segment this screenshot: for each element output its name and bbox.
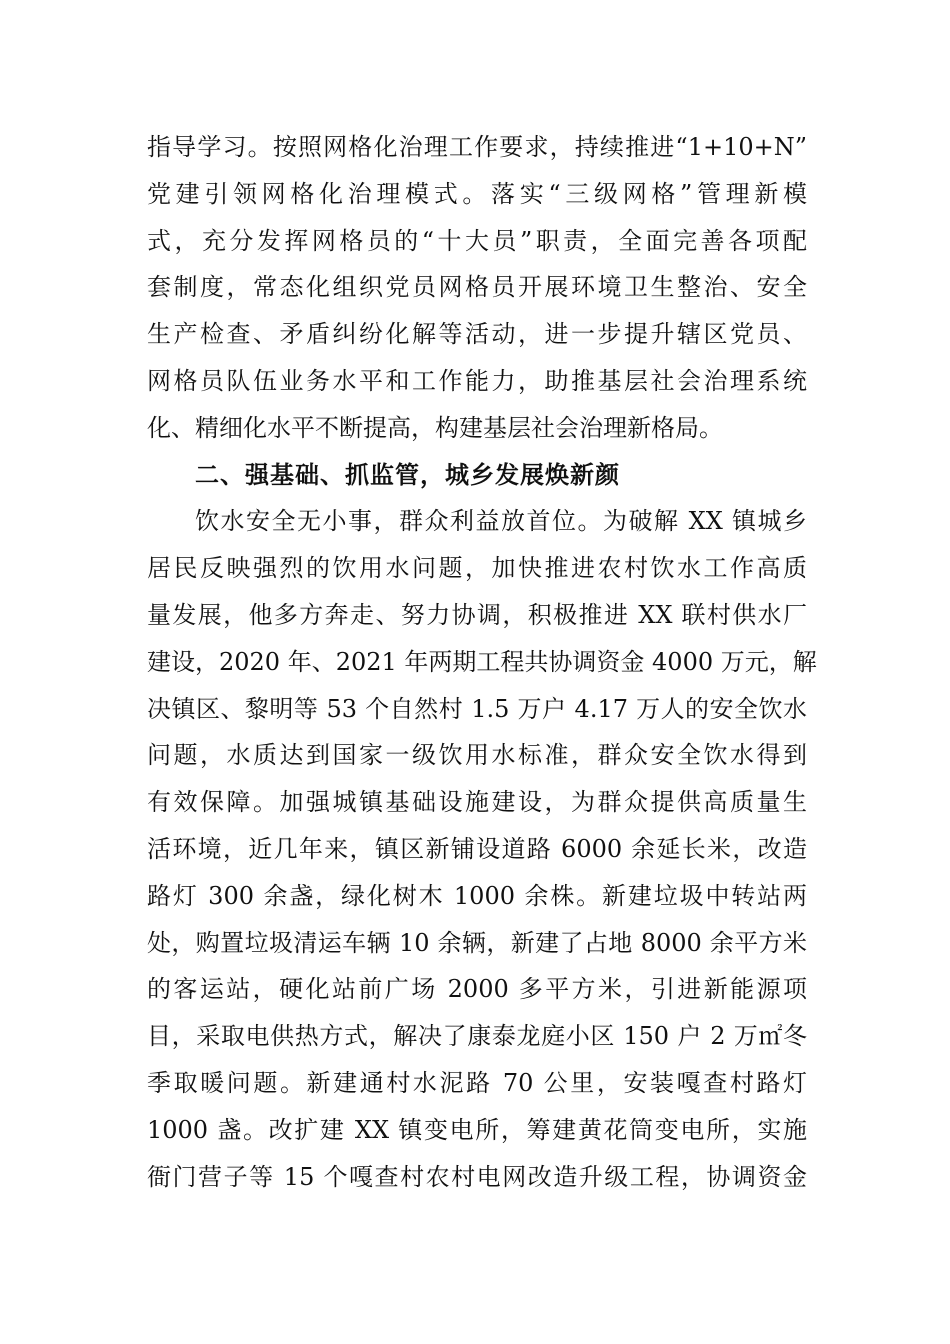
text-line: 量发展，他多方奔走、努力协调，积极推进 XX 联村供水厂 <box>147 600 807 629</box>
text-line: 党建引领网格化治理模式。落实“三级网格”管理新模 <box>147 179 807 208</box>
text-line: 路灯 300 余盏，绿化树木 1000 余株。新建垃圾中转站两 <box>147 881 807 910</box>
text-line: 化、精细化水平不断提高，构建基层社会治理新格局。 <box>147 413 723 442</box>
text-line: 衙门营子等 15 个嘎查村农村电网改造升级工程，协调资金 <box>147 1162 807 1191</box>
section-heading: 二、强基础、抓监管，城乡发展焕新颜 <box>195 460 620 489</box>
text-line: 建设，2020 年、2021 年两期工程共协调资金 4000 万元，解 <box>147 647 817 676</box>
paragraph-1 <box>147 124 807 452</box>
text-line: 套制度，常态化组织党员网格员开展环境卫生整治、安全 <box>147 273 807 302</box>
text-line: 生产检查、矛盾纠纷化解等活动，进一步提升辖区党员、 <box>147 320 807 349</box>
text-line: 1000 盏。改扩建 XX 镇变电所，筹建黄花筒变电所，实施 <box>147 1115 807 1144</box>
text-line: 指导学习。按照网格化治理工作要求，持续推进“1+10+N” <box>147 133 807 161</box>
text-line: 式，充分发挥网格员的“十大员”职责，全面完善各项配 <box>147 226 807 255</box>
text-line: 决镇区、黎明等 53 个自然村 1.5 万户 4.17 万人的安全饮水 <box>147 694 807 723</box>
body-text <box>147 124 817 1200</box>
paragraph-2 <box>147 498 817 1200</box>
text-line: 问题，水质达到国家一级饮用水标准，群众安全饮水得到 <box>147 741 807 770</box>
text-line: 网格员队伍业务水平和工作能力，助推基层社会治理系统 <box>147 366 807 395</box>
text-line: 的客运站，硬化站前广场 2000 多平方米，引进新能源项 <box>147 975 807 1004</box>
text-line: 饮水安全无小事，群众利益放首位。为破解 XX 镇城乡 <box>195 507 807 536</box>
text-line: 有效保障。加强城镇基础设施建设，为群众提供高质量生 <box>147 788 807 817</box>
text-line: 季取暖问题。新建通村水泥路 70 公里，安装嘎查村路灯 <box>147 1068 807 1097</box>
text-line: 处，购置垃圾清运车辆 10 余辆，新建了占地 8000 余平方米 <box>147 928 807 957</box>
text-line: 居民反映强烈的饮用水问题，加快推进农村饮水工作高质 <box>147 554 807 583</box>
text-line: 活环境，近几年来，镇区新铺设道路 6000 余延长米，改造 <box>147 834 807 863</box>
text-line: 目，采取电供热方式，解决了康泰龙庭小区 150 户 2 万㎡冬 <box>147 1022 807 1051</box>
